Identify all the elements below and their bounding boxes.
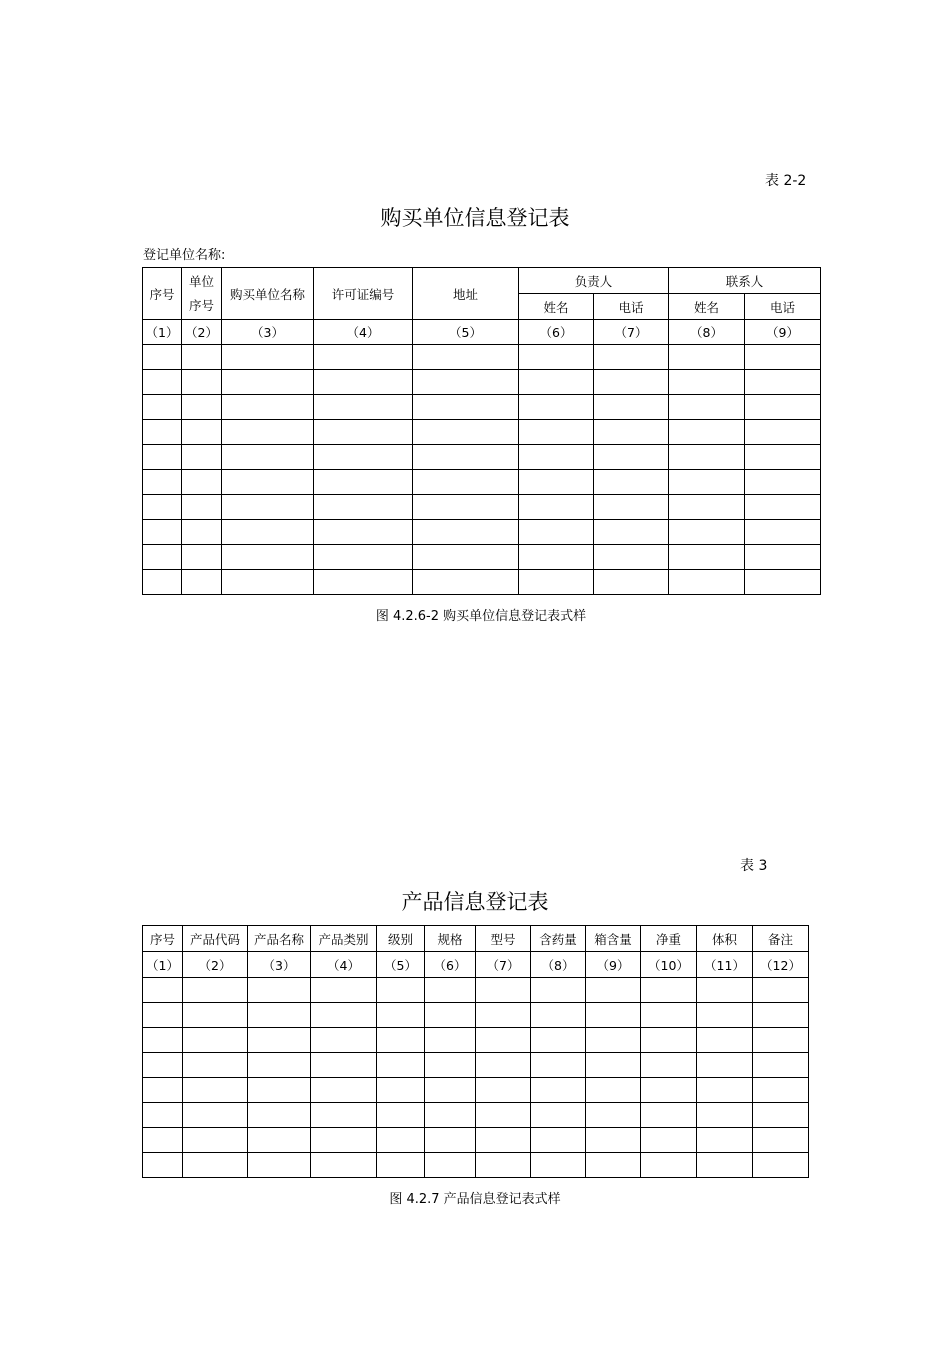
table-row: [143, 345, 821, 370]
header-cell: 产品类别: [311, 926, 377, 952]
empty-cell: [182, 495, 222, 520]
header-cell: 备注: [753, 926, 809, 952]
empty-cell: [377, 1003, 425, 1028]
empty-cell: [753, 978, 809, 1003]
code-cell: （6）: [519, 320, 594, 345]
empty-cell: [248, 978, 311, 1003]
empty-cell: [669, 445, 745, 470]
empty-cell: [753, 1053, 809, 1078]
empty-cell: [476, 1078, 531, 1103]
header-cell: 规格: [425, 926, 476, 952]
empty-cell: [586, 1028, 641, 1053]
empty-cell: [745, 545, 821, 570]
empty-cell: [531, 1053, 586, 1078]
empty-cell: [183, 978, 248, 1003]
empty-cell: [222, 370, 314, 395]
empty-cell: [594, 470, 669, 495]
empty-cell: [531, 1153, 586, 1178]
empty-cell: [519, 545, 594, 570]
empty-cell: [641, 1153, 697, 1178]
empty-cell: [697, 1053, 753, 1078]
empty-cell: [476, 1153, 531, 1178]
empty-cell: [594, 495, 669, 520]
empty-cell: [745, 445, 821, 470]
empty-cell: [143, 978, 183, 1003]
empty-cell: [311, 1028, 377, 1053]
header-contact-phone: 电话: [745, 294, 821, 320]
empty-cell: [594, 545, 669, 570]
empty-cell: [377, 978, 425, 1003]
empty-cell: [143, 1053, 183, 1078]
empty-cell: [531, 978, 586, 1003]
empty-cell: [183, 1078, 248, 1103]
empty-cell: [143, 420, 182, 445]
empty-cell: [311, 1003, 377, 1028]
empty-cell: [641, 1078, 697, 1103]
empty-cell: [314, 570, 413, 595]
empty-cell: [222, 395, 314, 420]
header-unit-seq-line2: 序号: [188, 297, 214, 313]
code-cell: （6）: [425, 952, 476, 978]
empty-cell: [745, 345, 821, 370]
empty-cell: [311, 1103, 377, 1128]
empty-cell: [697, 1078, 753, 1103]
empty-cell: [669, 545, 745, 570]
empty-cell: [753, 1153, 809, 1178]
code-cell: （5）: [377, 952, 425, 978]
empty-cell: [143, 445, 182, 470]
empty-cell: [745, 470, 821, 495]
empty-cell: [745, 520, 821, 545]
empty-cell: [669, 570, 745, 595]
table-row: [143, 520, 821, 545]
empty-cell: [425, 1078, 476, 1103]
code-cell: （12）: [753, 952, 809, 978]
empty-cell: [476, 1103, 531, 1128]
empty-cell: [143, 495, 182, 520]
table-row: [143, 545, 821, 570]
page-title: 产品信息登记表: [401, 890, 549, 914]
empty-cell: [745, 570, 821, 595]
header-cell: 序号: [143, 926, 183, 952]
code-cell: （5）: [413, 320, 519, 345]
empty-cell: [183, 1153, 248, 1178]
empty-cell: [745, 495, 821, 520]
table-label: 表 2-2: [765, 173, 807, 189]
table-row: [143, 470, 821, 495]
empty-cell: [222, 420, 314, 445]
header-cell: 级别: [377, 926, 425, 952]
empty-cell: [314, 470, 413, 495]
header-seq: 序号: [143, 268, 182, 320]
empty-cell: [519, 495, 594, 520]
code-cell: （10）: [641, 952, 697, 978]
empty-cell: [413, 420, 519, 445]
code-cell: （4）: [311, 952, 377, 978]
header-cell: 型号: [476, 926, 531, 952]
empty-cell: [753, 1078, 809, 1103]
empty-cell: [476, 978, 531, 1003]
header-cell: 箱含量: [586, 926, 641, 952]
empty-cell: [697, 1103, 753, 1128]
empty-cell: [143, 470, 182, 495]
code-cell: （1）: [143, 952, 183, 978]
empty-cell: [377, 1078, 425, 1103]
code-cell: （4）: [314, 320, 413, 345]
empty-cell: [594, 520, 669, 545]
empty-cell: [669, 370, 745, 395]
header-pic-name: 姓名: [519, 294, 594, 320]
empty-cell: [143, 545, 182, 570]
empty-cell: [641, 978, 697, 1003]
empty-cell: [222, 545, 314, 570]
empty-cell: [586, 1128, 641, 1153]
table-row: [143, 1078, 809, 1103]
empty-cell: [248, 1053, 311, 1078]
empty-cell: [519, 470, 594, 495]
table1-caption: 图 4.2.6-2 购买单位信息登记表式样: [375, 609, 587, 624]
empty-cell: [143, 520, 182, 545]
empty-cell: [753, 1003, 809, 1028]
table-row: [143, 370, 821, 395]
empty-cell: [586, 1053, 641, 1078]
empty-cell: [531, 1078, 586, 1103]
empty-cell: [594, 370, 669, 395]
empty-cell: [669, 495, 745, 520]
empty-cell: [697, 1003, 753, 1028]
empty-cell: [377, 1128, 425, 1153]
empty-cell: [594, 570, 669, 595]
empty-cell: [425, 1053, 476, 1078]
empty-cell: [248, 1078, 311, 1103]
empty-cell: [413, 545, 519, 570]
empty-cell: [377, 1103, 425, 1128]
empty-cell: [641, 1103, 697, 1128]
code-cell: （11）: [697, 952, 753, 978]
empty-cell: [143, 1028, 183, 1053]
empty-cell: [248, 1028, 311, 1053]
empty-cell: [641, 1003, 697, 1028]
empty-cell: [182, 470, 222, 495]
code-cell: （2）: [182, 320, 222, 345]
empty-cell: [519, 395, 594, 420]
table-row: [143, 570, 821, 595]
empty-cell: [413, 345, 519, 370]
empty-cell: [222, 445, 314, 470]
empty-cell: [182, 345, 222, 370]
empty-cell: [182, 545, 222, 570]
empty-cell: [143, 370, 182, 395]
empty-cell: [531, 1103, 586, 1128]
empty-cell: [753, 1103, 809, 1128]
header-unit-seq: [182, 268, 222, 320]
empty-cell: [413, 395, 519, 420]
code-cell: （2）: [183, 952, 248, 978]
empty-cell: [745, 420, 821, 445]
empty-cell: [311, 1053, 377, 1078]
code-cell: （9）: [586, 952, 641, 978]
empty-cell: [531, 1003, 586, 1028]
empty-cell: [182, 570, 222, 595]
empty-cell: [222, 570, 314, 595]
table-row: [143, 1053, 809, 1078]
empty-cell: [314, 495, 413, 520]
empty-cell: [314, 345, 413, 370]
empty-cell: [697, 1153, 753, 1178]
empty-cell: [519, 570, 594, 595]
table-row: [143, 1003, 809, 1028]
empty-cell: [425, 1028, 476, 1053]
empty-cell: [586, 1103, 641, 1128]
empty-cell: [594, 395, 669, 420]
empty-cell: [641, 1053, 697, 1078]
empty-cell: [476, 1028, 531, 1053]
empty-cell: [377, 1028, 425, 1053]
empty-cell: [594, 445, 669, 470]
empty-cell: [594, 420, 669, 445]
empty-cell: [143, 1153, 183, 1178]
empty-cell: [519, 445, 594, 470]
empty-cell: [222, 470, 314, 495]
table-row: [143, 445, 821, 470]
empty-cell: [314, 395, 413, 420]
empty-cell: [594, 345, 669, 370]
table-label: 表 3: [740, 858, 768, 874]
header-cell: 产品代码: [183, 926, 248, 952]
code-cell: （8）: [531, 952, 586, 978]
empty-cell: [641, 1028, 697, 1053]
empty-cell: [182, 420, 222, 445]
empty-cell: [476, 1053, 531, 1078]
empty-cell: [413, 370, 519, 395]
empty-cell: [697, 1028, 753, 1053]
empty-cell: [413, 570, 519, 595]
header-cell: 含药量: [531, 926, 586, 952]
empty-cell: [669, 520, 745, 545]
empty-cell: [311, 1128, 377, 1153]
header-cell: 净重: [641, 926, 697, 952]
code-row: [143, 320, 821, 345]
empty-cell: [425, 978, 476, 1003]
empty-cell: [143, 1003, 183, 1028]
empty-cell: [519, 520, 594, 545]
empty-cell: [314, 370, 413, 395]
empty-cell: [586, 1078, 641, 1103]
code-cell: （3）: [222, 320, 314, 345]
empty-cell: [669, 420, 745, 445]
header-unit-seq-line1: 单位: [188, 273, 214, 289]
table-row: [143, 1153, 809, 1178]
empty-cell: [183, 1053, 248, 1078]
empty-cell: [519, 370, 594, 395]
empty-cell: [413, 520, 519, 545]
empty-cell: [143, 395, 182, 420]
buyer-info-table: [142, 267, 821, 595]
empty-cell: [669, 470, 745, 495]
empty-cell: [531, 1028, 586, 1053]
table-row: [143, 420, 821, 445]
empty-cell: [476, 1003, 531, 1028]
empty-cell: [697, 978, 753, 1003]
empty-cell: [143, 345, 182, 370]
header-pic-phone: 电话: [594, 294, 669, 320]
empty-cell: [413, 495, 519, 520]
header-contact: 联系人: [669, 268, 821, 294]
empty-cell: [143, 1078, 183, 1103]
empty-cell: [669, 395, 745, 420]
empty-cell: [311, 978, 377, 1003]
empty-cell: [143, 570, 182, 595]
empty-cell: [425, 1103, 476, 1128]
empty-cell: [222, 345, 314, 370]
registration-unit-label: 登记单位名称:: [143, 248, 226, 263]
empty-cell: [377, 1053, 425, 1078]
empty-cell: [222, 495, 314, 520]
table-row: [143, 978, 809, 1003]
empty-cell: [519, 420, 594, 445]
empty-cell: [476, 1128, 531, 1153]
empty-cell: [586, 1153, 641, 1178]
empty-cell: [413, 445, 519, 470]
empty-cell: [248, 1003, 311, 1028]
empty-cell: [311, 1153, 377, 1178]
table-row: [143, 1103, 809, 1128]
empty-cell: [519, 345, 594, 370]
header-buyer-name: 购买单位名称: [222, 268, 314, 320]
header-cell: 体积: [697, 926, 753, 952]
empty-cell: [586, 978, 641, 1003]
empty-cell: [182, 520, 222, 545]
empty-cell: [531, 1128, 586, 1153]
table-row: [143, 1128, 809, 1153]
empty-cell: [248, 1153, 311, 1178]
table-row: [143, 495, 821, 520]
empty-cell: [425, 1128, 476, 1153]
code-cell: （7）: [594, 320, 669, 345]
empty-cell: [183, 1028, 248, 1053]
empty-cell: [314, 445, 413, 470]
header-license-no: 许可证编号: [314, 268, 413, 320]
empty-cell: [182, 445, 222, 470]
empty-cell: [425, 1003, 476, 1028]
empty-cell: [143, 1128, 183, 1153]
empty-cell: [753, 1128, 809, 1153]
empty-cell: [745, 395, 821, 420]
empty-cell: [248, 1128, 311, 1153]
code-cell: （9）: [745, 320, 821, 345]
code-cell: （1）: [143, 320, 182, 345]
empty-cell: [314, 545, 413, 570]
empty-cell: [314, 520, 413, 545]
product-info-table: [142, 925, 809, 1178]
empty-cell: [183, 1103, 248, 1128]
page-title: 购买单位信息登记表: [380, 206, 570, 230]
header-address: 地址: [413, 268, 519, 320]
code-cell: （7）: [476, 952, 531, 978]
table-row: [143, 395, 821, 420]
header-contact-name: 姓名: [669, 294, 745, 320]
code-cell: （8）: [669, 320, 745, 345]
empty-cell: [182, 395, 222, 420]
empty-cell: [311, 1078, 377, 1103]
table-row: [143, 1028, 809, 1053]
empty-cell: [248, 1103, 311, 1128]
empty-cell: [745, 370, 821, 395]
empty-cell: [586, 1003, 641, 1028]
empty-cell: [753, 1028, 809, 1053]
empty-cell: [182, 370, 222, 395]
code-cell: （3）: [248, 952, 311, 978]
empty-cell: [183, 1128, 248, 1153]
empty-cell: [425, 1153, 476, 1178]
header-person-in-charge: 负责人: [519, 268, 669, 294]
empty-cell: [669, 345, 745, 370]
empty-cell: [143, 1103, 183, 1128]
empty-cell: [697, 1128, 753, 1153]
empty-cell: [222, 520, 314, 545]
header-cell: 产品名称: [248, 926, 311, 952]
empty-cell: [183, 1003, 248, 1028]
empty-cell: [641, 1128, 697, 1153]
empty-cell: [413, 470, 519, 495]
empty-cell: [314, 420, 413, 445]
empty-cell: [377, 1153, 425, 1178]
table2-caption: 图 4.2.7 产品信息登记表式样: [389, 1192, 561, 1207]
